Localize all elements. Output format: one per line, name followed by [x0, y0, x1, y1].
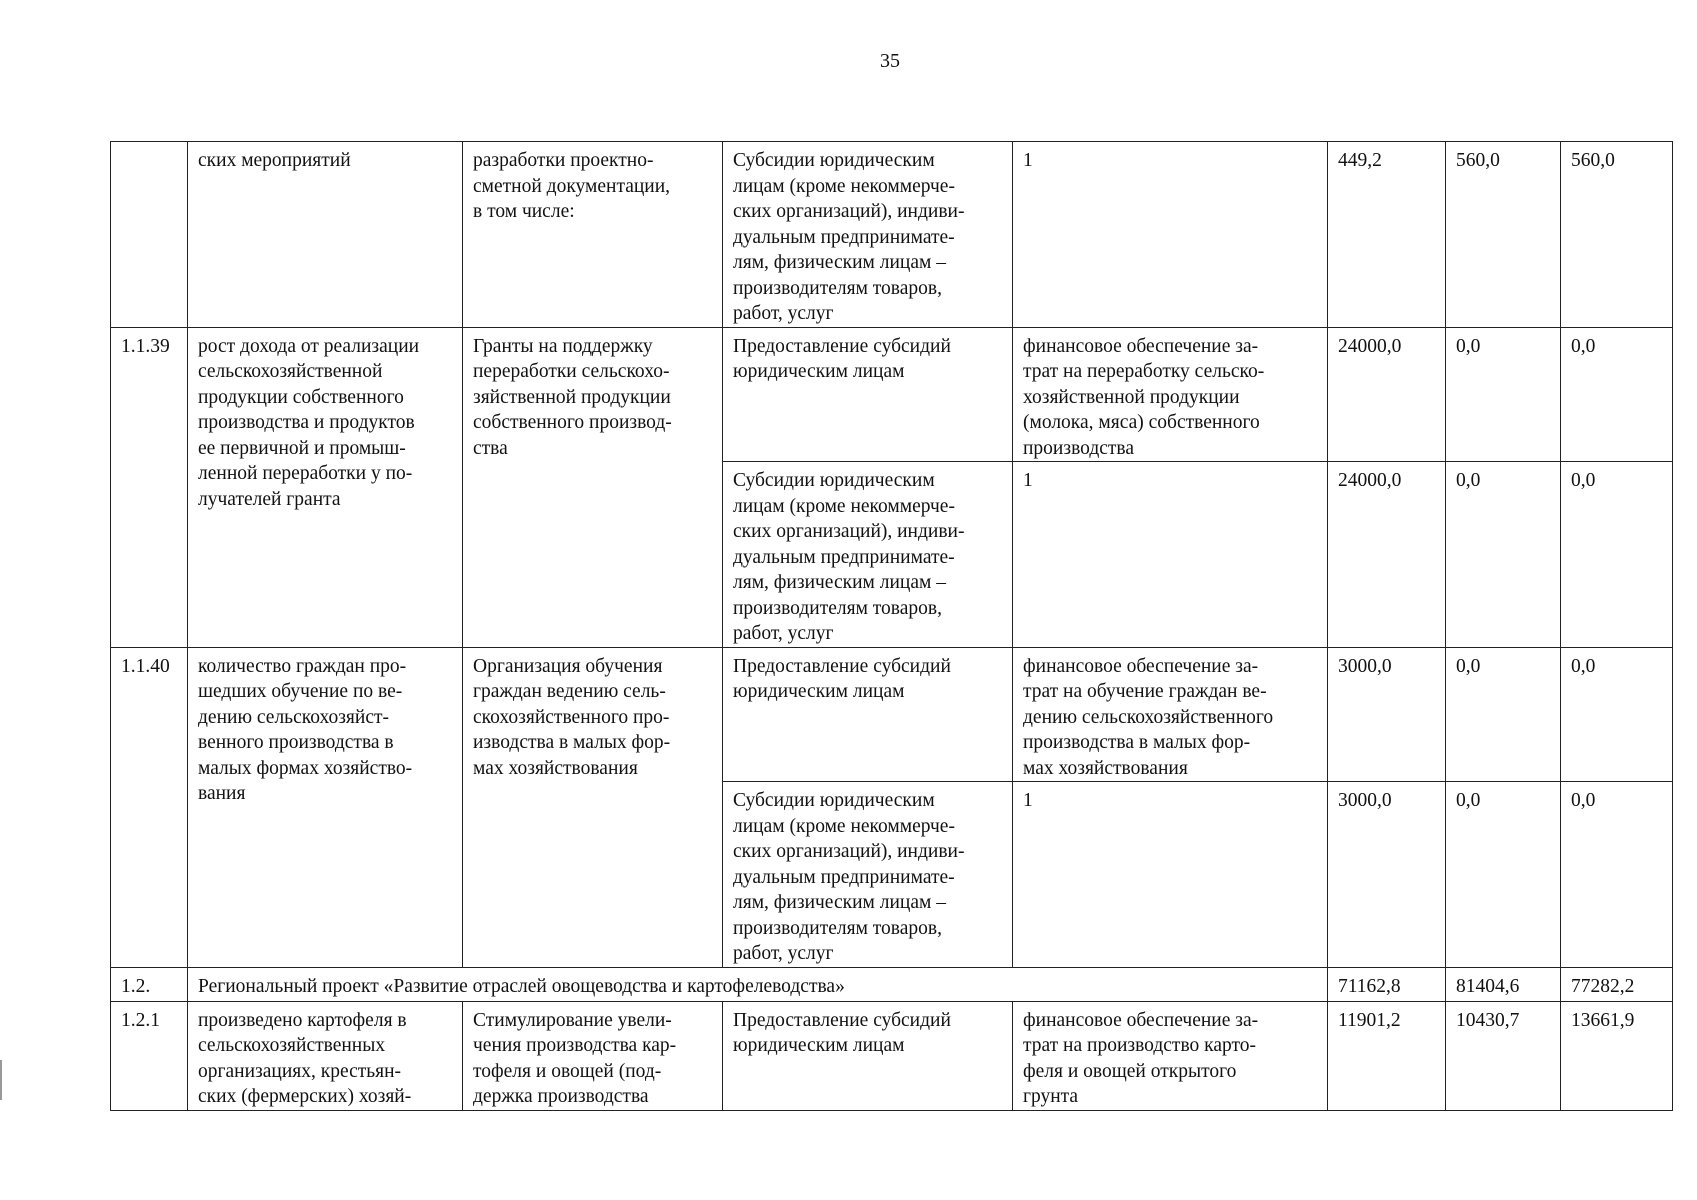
- measure-cell: разработки проектно- сметной документации, в том числе:: [463, 142, 723, 328]
- indicator-cell: произведено картофеля в сельскохозяйственных организациях, крестьян- ских (фермерских) хозяй-: [188, 1001, 463, 1110]
- table-row: [111, 327, 1673, 462]
- indicator-cell: рост дохода от реализации сельскохозяйственной продукции собственного производства и продуктов ее первичной и промыш- ленной переработки у по- лучателей гранта: [188, 327, 463, 647]
- table-row: [111, 967, 1673, 1001]
- value-cell: 3000,0: [1328, 782, 1446, 968]
- value-cell: 71162,8: [1328, 967, 1446, 1001]
- purpose-cell: 1: [1013, 142, 1328, 328]
- program-table: [110, 141, 1673, 1111]
- value-cell: 0,0: [1561, 462, 1673, 648]
- value-cell: 0,0: [1561, 647, 1673, 782]
- direction-cell: Предоставление субсидий юридическим лицам: [723, 327, 1013, 462]
- value-cell: 13661,9: [1561, 1001, 1673, 1110]
- project-title-cell: Региональный проект «Развитие отраслей овощеводства и картофелеводства»: [188, 967, 1328, 1001]
- scan-edge-mark: [0, 1060, 2, 1100]
- direction-cell: Предоставление субсидий юридическим лицам: [723, 1001, 1013, 1110]
- table-row: [111, 142, 1673, 328]
- direction-cell: Субсидии юридическим лицам (кроме некоммерче- ских организаций), индиви- дуальным предпринимате- лям, физическим лицам – производителям товаров, работ, услуг: [723, 142, 1013, 328]
- value-cell: 3000,0: [1328, 647, 1446, 782]
- value-cell: 11901,2: [1328, 1001, 1446, 1110]
- row-number: [111, 142, 188, 328]
- indicator-cell: ских мероприятий: [188, 142, 463, 328]
- value-cell: 0,0: [1446, 647, 1561, 782]
- value-cell: 10430,7: [1446, 1001, 1561, 1110]
- direction-cell: Субсидии юридическим лицам (кроме некоммерче- ских организаций), индиви- дуальным предпринимате- лям, физическим лицам – производителям товаров, работ, услуг: [723, 782, 1013, 968]
- measure-cell: Стимулирование увели- чения производства кар- тофеля и овощей (под- держка производства: [463, 1001, 723, 1110]
- value-cell: 24000,0: [1328, 327, 1446, 462]
- value-cell: 560,0: [1446, 142, 1561, 328]
- table-row: [111, 1001, 1673, 1110]
- value-cell: 449,2: [1328, 142, 1446, 328]
- purpose-cell: финансовое обеспечение за- трат на переработку сельско- хозяйственной продукции (молока, мяса) собственного производства: [1013, 327, 1328, 462]
- value-cell: 0,0: [1446, 327, 1561, 462]
- page-number: 35: [880, 50, 900, 72]
- row-number: 1.1.40: [111, 647, 188, 967]
- value-cell: 0,0: [1561, 327, 1673, 462]
- row-number: 1.1.39: [111, 327, 188, 647]
- row-number: 1.2.1: [111, 1001, 188, 1110]
- value-cell: 0,0: [1561, 782, 1673, 968]
- purpose-cell: финансовое обеспечение за- трат на обучение граждан ве- дению сельскохозяйственного производства в малых фор- мах хозяйствования: [1013, 647, 1328, 782]
- measure-cell: Организация обучения граждан ведению сель- скохозяйственного про- изводства в малых фор- мах хозяйствования: [463, 647, 723, 967]
- purpose-cell: 1: [1013, 462, 1328, 648]
- purpose-cell: 1: [1013, 782, 1328, 968]
- value-cell: 0,0: [1446, 782, 1561, 968]
- purpose-cell: финансовое обеспечение за- трат на производство карто- феля и овощей открытого грунта: [1013, 1001, 1328, 1110]
- value-cell: 560,0: [1561, 142, 1673, 328]
- value-cell: 77282,2: [1561, 967, 1673, 1001]
- table-row: [111, 647, 1673, 782]
- value-cell: 24000,0: [1328, 462, 1446, 648]
- direction-cell: Предоставление субсидий юридическим лицам: [723, 647, 1013, 782]
- value-cell: 0,0: [1446, 462, 1561, 648]
- row-number: 1.2.: [111, 967, 188, 1001]
- measure-cell: Гранты на поддержку переработки сельскохо- зяйственной продукции собственного производ- ства: [463, 327, 723, 647]
- indicator-cell: количество граждан про- шедших обучение по ве- дению сельскохозяйст- венного производства в малых формах хозяйство- вания: [188, 647, 463, 967]
- direction-cell: Субсидии юридическим лицам (кроме некоммерче- ских организаций), индиви- дуальным предпринимате- лям, физическим лицам – производителям товаров, работ, услуг: [723, 462, 1013, 648]
- value-cell: 81404,6: [1446, 967, 1561, 1001]
